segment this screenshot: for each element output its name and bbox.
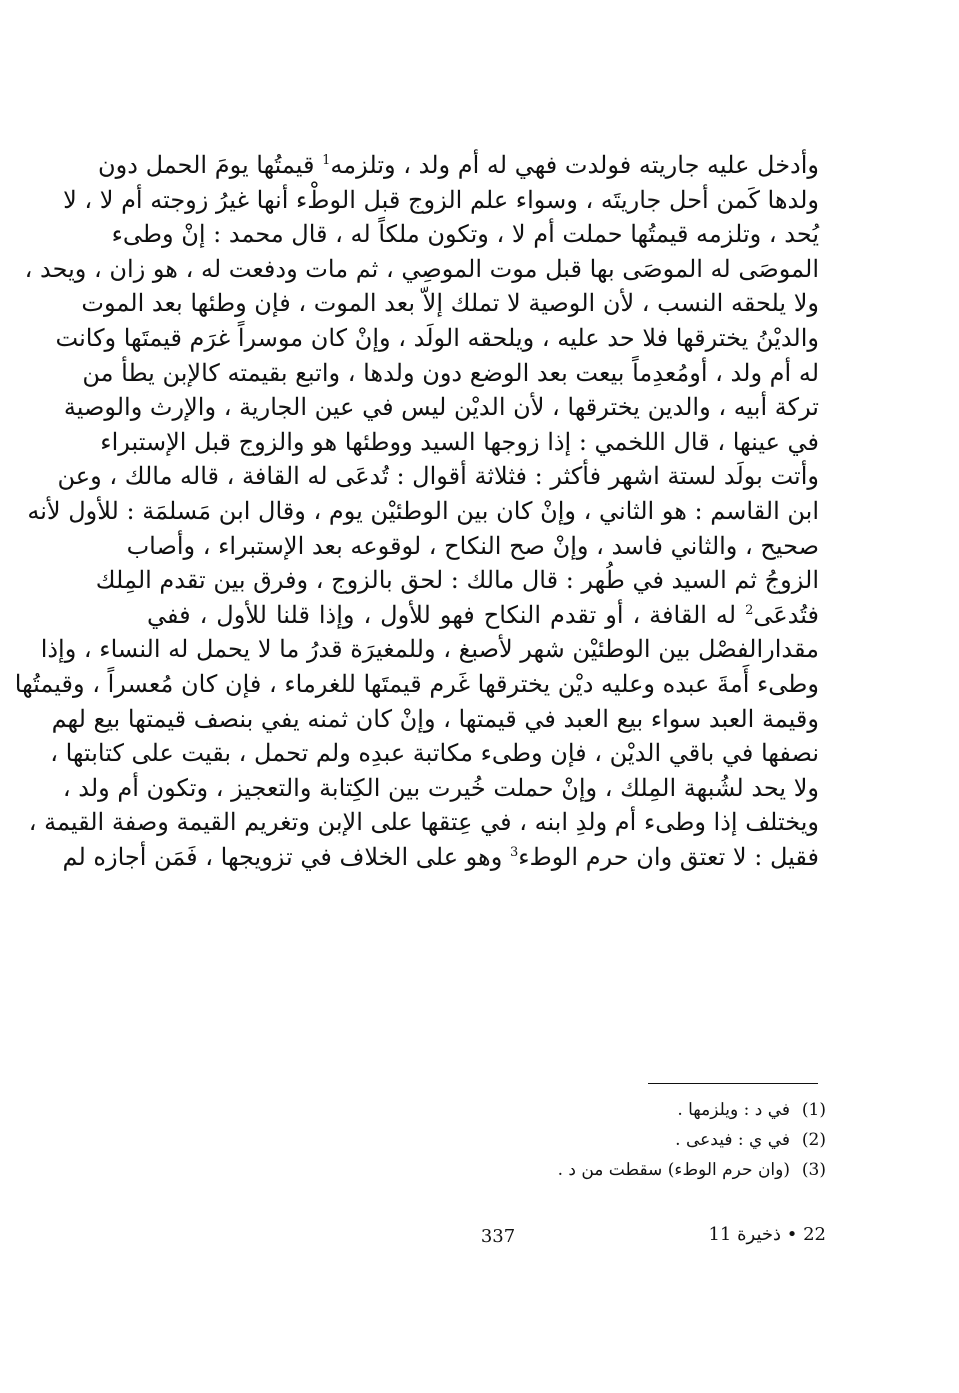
footnote-number: (3) (801, 1160, 826, 1180)
text-line (98, 148, 819, 183)
text-segment: والديْنُ يخترقها فلا حد عليه ، ويلحقه الولَد ، وإنْ كان موسراً غرَم قيمتَها وكانت (55, 323, 819, 352)
text-line (57, 459, 819, 494)
text-line (51, 702, 819, 737)
text-line (62, 840, 819, 875)
text-segment: ويختلف إذا وطىء أم ولدِ ابنه ، في عِتقها على الإبن وتغريم القيمة وصفة القيمة ، (28, 808, 819, 837)
main-text (14, 148, 819, 874)
text-segment: نصفها في باقي الديْن ، فإن وطىء مكاتبة عبدِه ولم تحمل ، بقيت على كتابتها ، (50, 739, 819, 768)
text-segment: في عينها ، قال اللخمي : إذا زوجها السيد ووطئها هو والزوج قبل الإستبراء (100, 427, 819, 456)
text-segment: ولا يحد لشُبهة المِلك ، وإنْ حملت خُيرت بين الكِتابة والتعجيز ، وتكون أم ولد ، (62, 773, 819, 802)
text-segment: ولدها كَمن أحل جاريتَه ، وسواء علم الزوج قبل الوطْء أنها غيرُ زوجته أم لا ، لا (63, 185, 819, 214)
footnote-marker: 2 (745, 602, 754, 618)
footnote-marker: 1 (322, 153, 331, 168)
text-segment: ابن القاسم : هو الثاني ، وإنْ كان بين الوطئيْن يوم ، وقال ابن مَسلمَة : للأول لأنه (27, 496, 819, 525)
text-line (147, 598, 819, 633)
text-segment: فقيل : لا تعتق وان حرم الوطء (518, 842, 819, 871)
text-segment: له أم ولد ، أومُعدِماً بيعت بعد الوضع دون ولدها ، واتبع بقيمته كالإبن يطأ من (82, 358, 819, 387)
text-line (55, 321, 819, 356)
text-segment: تركة أبيه ، والدين يخترقها ، لأن الديْن ليس في عين الجارية ، والإرث والوصية (63, 393, 819, 422)
text-line (111, 217, 819, 252)
text-line (28, 805, 819, 840)
footnote-text: (وان حرم الوطء) سقطت من د . (557, 1160, 790, 1180)
text-line (24, 252, 819, 287)
text-line (62, 771, 819, 806)
text-line (82, 356, 819, 391)
footnotes (558, 1095, 826, 1185)
text-line (126, 529, 819, 564)
text-segment: يُحد ، وتلزمه قيمتُها حملت أم لا ، وتكون ملكاً له ، قال محمد : إنْ وطىء (111, 220, 819, 249)
footnote (558, 1095, 826, 1125)
footnote-number: (1) (801, 1100, 826, 1120)
text-segment: فتُدعَى (753, 600, 819, 629)
text-segment: ولا يلحقه النسب ، لأن الوصية لا تملك إلاّ بعد الموت ، فإن وطئها بعد الموت (81, 289, 819, 318)
footnote-marker: 3 (509, 844, 519, 860)
text-segment: وطىء أَمةَ عبده وعليه ديْن يخترقها غَرم قيمتَها للغرماء ، فإن كان مُعسراً ، وقيمتُها (14, 669, 819, 698)
text-segment: وأتت بولَد لستة اشهر فأكثر : فثلاثة أقوال : تُدعَى له القافة ، قاله مالك ، وعن (57, 462, 819, 491)
text-line (63, 390, 819, 425)
text-line (14, 667, 819, 702)
text-segment: وقيمة العبد سواء بيع العبد في قيمتها ، وإنْ كان ثمنه يفي بنصف قيمتها بيع لهم (51, 704, 819, 733)
page-number: 337 (480, 1226, 516, 1247)
text-segment: وأدخل عليه جاريته فولدت فهي له أم ولد ، وتلزمه (330, 151, 819, 179)
footnote-text: في د : ويلزمها . (677, 1100, 790, 1120)
footnote-number: (2) (801, 1130, 826, 1150)
text-line (81, 286, 819, 321)
text-segment: قيمتُها يومَ الحمل دون (98, 151, 323, 179)
text-segment: له القافة ، أو تقدم النكاح فهو للأول ، وإذا قلنا للأول ، ففي (147, 600, 746, 629)
text-line (50, 736, 819, 771)
signature-mark: 22 • ذخيرة 11 (708, 1224, 826, 1245)
text-line (95, 563, 819, 598)
text-line (100, 425, 819, 460)
text-line (27, 494, 819, 529)
text-line (63, 183, 819, 218)
text-segment: مقدارالفصْل بين الوطئيْن شهر لأصبغ ، وللمغيرَة قدرُ ما لا يحمل له النساء ، وإذا (40, 635, 819, 664)
footnote (558, 1155, 826, 1185)
footnote-text: في ي : فيدعى . (675, 1130, 790, 1150)
footnote-divider (648, 1083, 818, 1084)
text-line (40, 632, 819, 667)
text-segment: وهو على الخلاف في تزويجها ، فَمَن أجازه لم (62, 842, 510, 871)
footnote (558, 1125, 826, 1155)
text-segment: الزوجُ ثم السيد في طُهر : قال مالك : لحق بالزوج ، وفرق بين تقدم المِلك (95, 566, 819, 595)
text-segment: الموصَى له الموصَى بها قبل موت الموصِي ، ثم مات ودفعت له ، هو زان ، ويحد ، (24, 254, 819, 283)
text-segment: صحيح ، والثاني فاسد ، وإنْ صح النكاح ، لوقوعه بعد الإستبراء ، وأصاب (126, 531, 819, 560)
